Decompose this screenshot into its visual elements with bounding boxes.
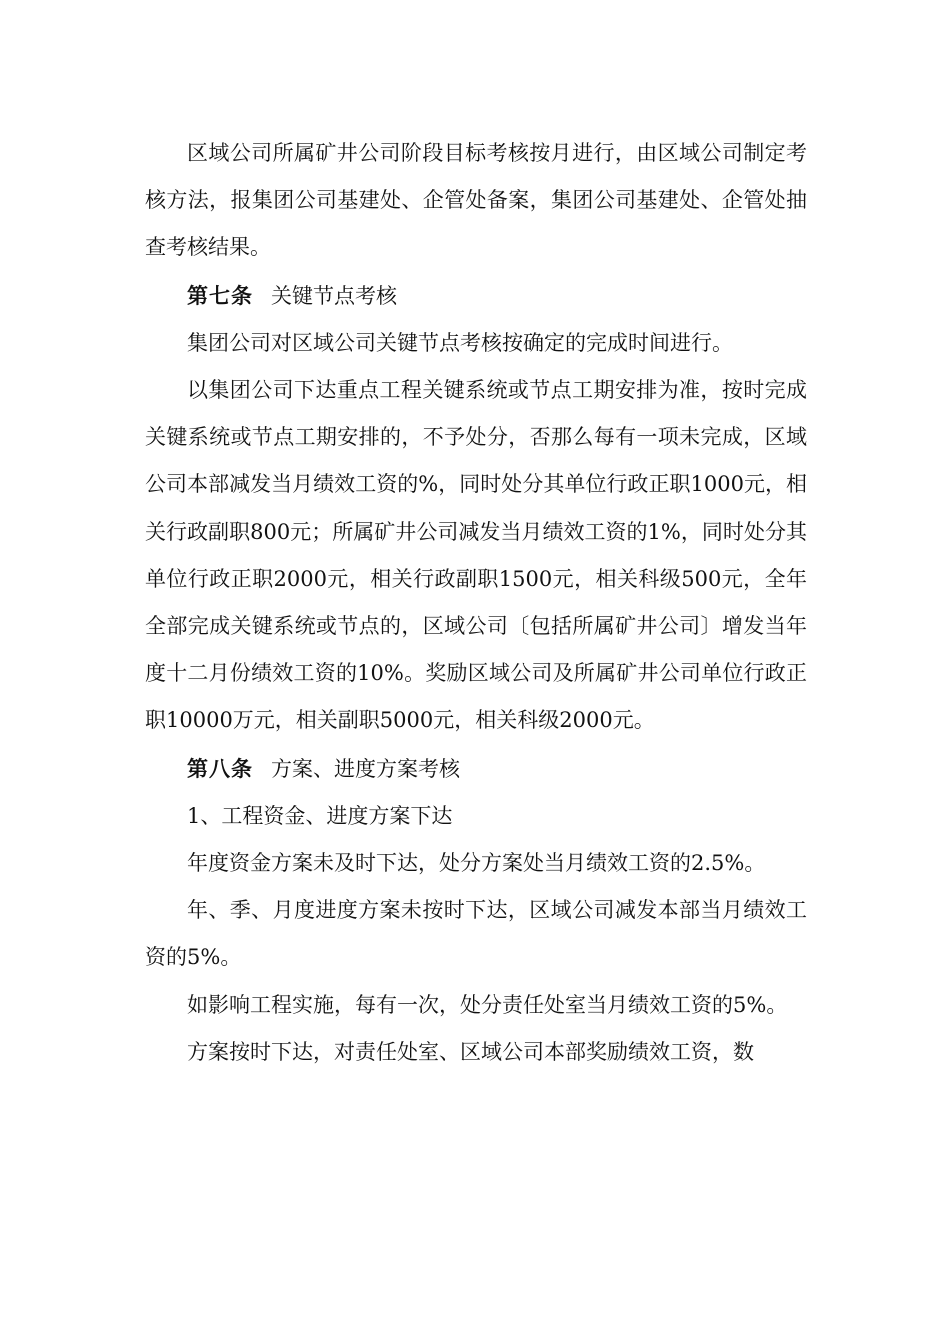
article-8-title: 方案、进度方案考核 (271, 756, 460, 781)
article-7-heading (145, 272, 807, 320)
paragraph-on-time-reward: 方案按时下达，对责任处室、区域公司本部奖励绩效工资，数 (187, 1039, 754, 1064)
paragraph-progress-plan: 年、季、月度进度方案未按时下达，区域公司减发本部当月绩效工资的5%。 (145, 898, 807, 970)
article-8-heading (145, 745, 807, 793)
article-7-title: 关键节点考核 (271, 283, 397, 308)
paragraph-plan-issuance-heading: 1、工程资金、进度方案下达 (187, 803, 453, 828)
paragraph-annual-fund-plan: 年度资金方案未及时下达，处分方案处当月绩效工资的2.5%。 (187, 851, 766, 876)
article-8-number: 第八条 (187, 755, 253, 781)
paragraph-key-node-timing: 集团公司对区域公司关键节点考核按确定的完成时间进行。 (187, 330, 733, 355)
paragraph-impact-penalty: 如影响工程实施，每有一次，处分责任处室当月绩效工资的5%。 (187, 992, 788, 1017)
paragraph-key-node-rewards-penalties: 以集团公司下达重点工程关键系统或节点工期安排为准，按时完成关键系统或节点工期安排的，不予处分，否那么每有一项未完成，区域公司本部减发当月绩效工资的%，同时处分其单位行政正职1000元，相关行政副职800元；所属矿井公司减发当月绩效工资的1%，同时处分其单位行政正职2000元，相关行政副职1500元，相关科级500元，全年全部完成关键系统或节点的，区域公司〔包括所属矿井公司〕增发当年度十二月份绩效工资的10%。奖励区域公司及所属矿井公司单位行政正职10000万元，相关副职5000元，相关科级2000元。 (145, 378, 807, 733)
paragraph-stage-assessment: 区域公司所属矿井公司阶段目标考核按月进行，由区域公司制定考核方法，报集团公司基建处、企管处备案，集团公司基建处、企管处抽查考核结果。 (145, 141, 807, 260)
article-7-number: 第七条 (187, 282, 253, 308)
document-body (145, 130, 807, 1076)
